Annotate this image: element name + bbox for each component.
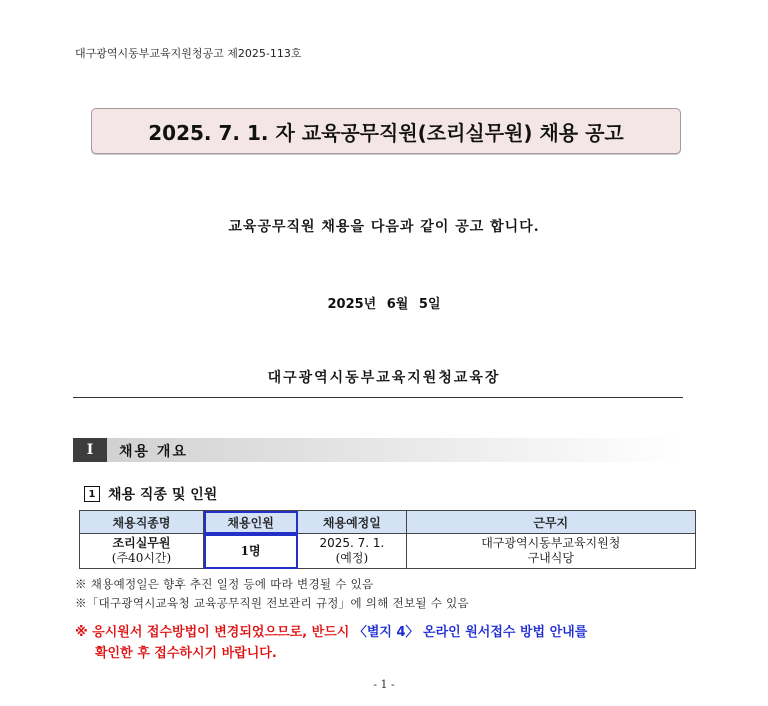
- section-title: 채용 개요: [119, 444, 188, 460]
- hire-date-note: (예정): [335, 551, 369, 565]
- lead-text: 교육공무직원 채용을 다음과 같이 공고 합니다.: [228, 219, 540, 235]
- warning-link-text: 〈별지 4〉 온라인 원서접수 방법 안내를: [353, 625, 588, 640]
- subsection-number: 1: [84, 486, 100, 502]
- cell-place: [406, 534, 695, 569]
- subsection-heading: [84, 484, 217, 504]
- notice-number: 대구광역시동부교육지원청공고 제2025-113호: [75, 47, 302, 60]
- document-title: 2025. 7. 1. 자 교육공무직원(조리실무원) 채용 공고: [148, 120, 624, 145]
- cell-count: [204, 534, 298, 569]
- job-name: 조리실무원: [112, 536, 171, 550]
- issuer: 대구광역시동부교육지원청교육장: [267, 370, 501, 386]
- announcement-date: 2025년 6월 5일: [327, 297, 441, 312]
- recruitment-table: [79, 510, 696, 569]
- workplace-line2: 구내식당: [527, 551, 574, 565]
- divider: [73, 397, 683, 398]
- warning-text-2: 확인한 후 접수하시기 바랍니다.: [95, 646, 277, 661]
- section-header: [73, 438, 683, 462]
- workplace-line1: 대구광역시동부교육지원청: [481, 536, 621, 550]
- warning-notice: [75, 622, 587, 664]
- warning-text-1: 응시원서 접수방법이 변경되었으므로, 반드시: [87, 625, 354, 640]
- header-date: 채용예정일: [298, 511, 406, 534]
- subsection-title: 채용 직종 및 인원: [108, 487, 218, 503]
- header-count: 채용인원: [204, 511, 298, 534]
- note-2: ※「대구광역시교육청 교육공무직원 전보관리 규정」에 의해 전보될 수 있음: [75, 596, 469, 610]
- cell-date: [298, 534, 406, 569]
- title-box: [91, 108, 681, 154]
- warning-mark: ※: [75, 625, 88, 640]
- section-number: Ⅰ: [73, 438, 107, 462]
- hire-count: 1명: [240, 543, 261, 558]
- hire-date: 2025. 7. 1.: [319, 536, 385, 550]
- table-row: [80, 534, 696, 569]
- page-number: - 1 -: [373, 678, 395, 691]
- header-job: 채용직종명: [80, 511, 204, 534]
- header-place: 근무지: [406, 511, 695, 534]
- job-hours: (주40시간): [111, 551, 172, 565]
- note-1: ※ 채용예정일은 향후 추진 일정 등에 따라 변경될 수 있음: [75, 577, 374, 591]
- table-header-row: [80, 511, 696, 534]
- cell-job: [80, 534, 204, 569]
